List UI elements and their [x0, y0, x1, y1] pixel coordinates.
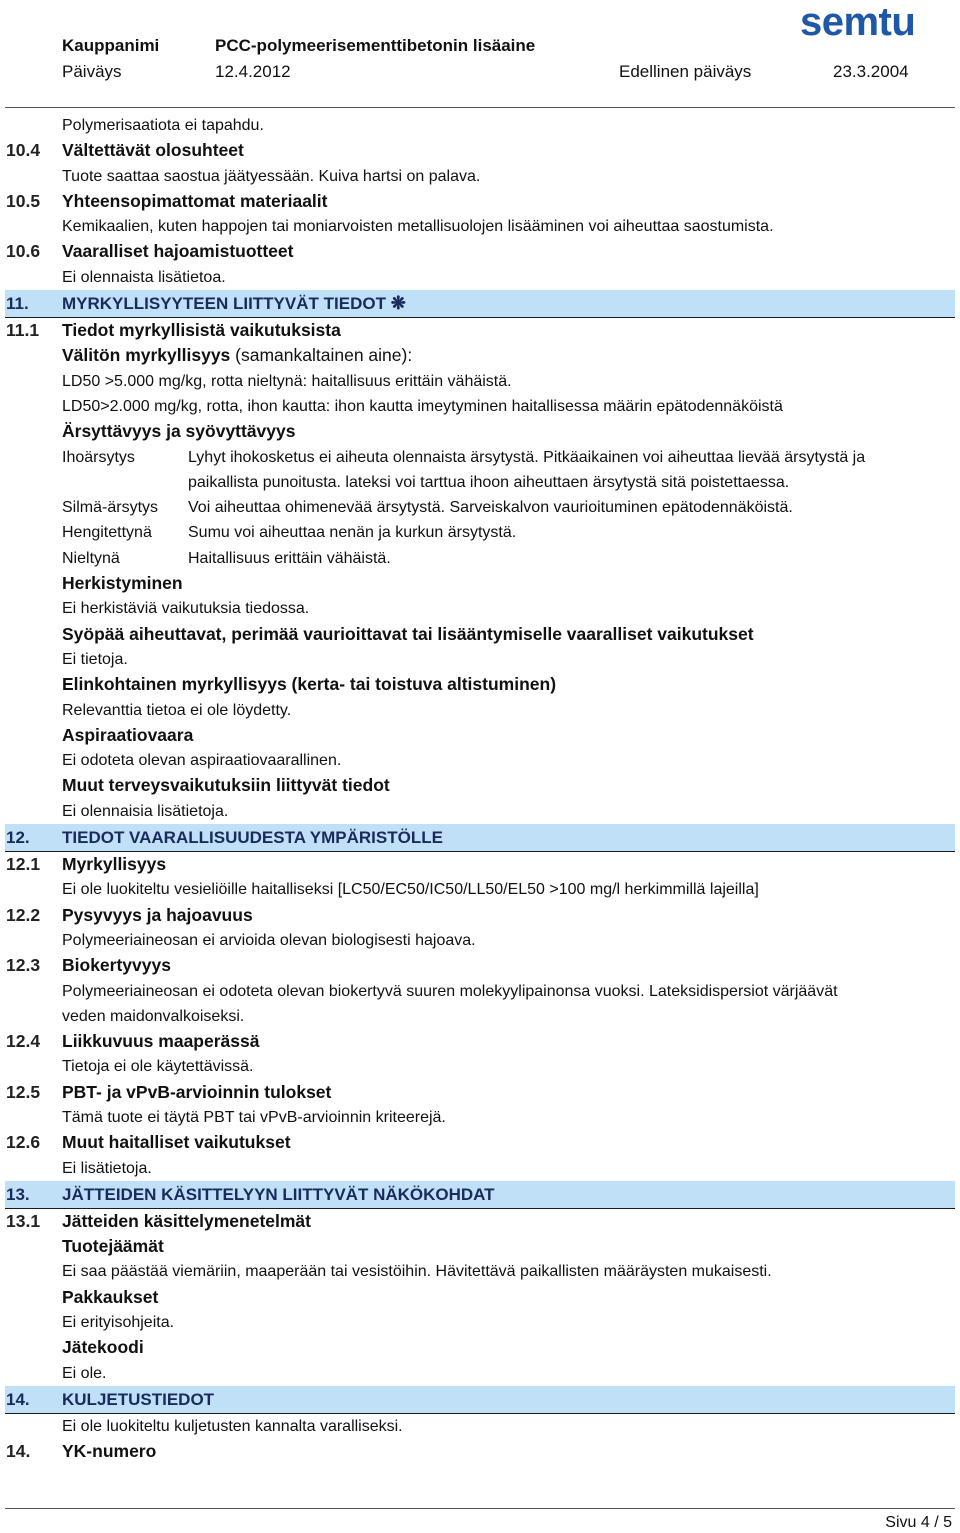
revision-star-icon: ❋ — [390, 293, 406, 314]
subsection-number: 12.2 — [6, 904, 41, 925]
header-product-name: PCC-polymeerisementtibetonin lisäaine — [215, 36, 536, 55]
subsection-title: YK-numero — [62, 1441, 157, 1462]
section-text: Ei ole luokiteltu vesieliöille haitalliseksi [LC50/EC50/IC50/LL50/EL50 >100 mg/l herkimmillä lajeilla] — [62, 881, 759, 899]
section-11-header — [5, 290, 955, 318]
section-text: Ei lisätietoja. — [62, 1159, 152, 1177]
section-number: 11. — [6, 294, 29, 314]
aspiration-heading: Aspiraatiovaara — [62, 724, 194, 745]
header-date-label: Päiväys — [62, 62, 122, 81]
acute-toxicity-note: (samankaltainen aine): — [230, 345, 413, 366]
section-title: TIEDOT VAARALLISUUDESTA YMPÄRISTÖLLE — [62, 828, 443, 848]
subsection-title: Liikkuvuus maaperässä — [62, 1031, 260, 1052]
subsection-number: 13.1 — [6, 1210, 41, 1231]
eye-irritation-label: Silmä-ärsytys — [62, 499, 159, 517]
header-divider — [5, 107, 955, 108]
packaging-heading: Pakkaukset — [62, 1286, 159, 1307]
section-text: Polymeeriaineosan ei arvioida olevan biologisesti hajoava. — [62, 931, 476, 949]
page-number: Sivu 4 / 5 — [885, 1514, 952, 1531]
subsection-title: Yhteensopimattomat materiaalit — [62, 190, 328, 211]
header-company-label: Kauppanimi — [62, 36, 160, 55]
skin-irritation-text: Lyhyt ihokosketus ei aiheuta olennaista ärsytystä. Pitkäaikainen voi aiheuttaa lievää ärsytystä ja — [188, 448, 866, 466]
ld50-dermal: LD50>2.000 mg/kg, rotta, ihon kautta: ihon kautta imeytyminen haitallisessa määrin epätodennäköistä — [62, 397, 783, 415]
subsection-number: 10.4 — [6, 140, 41, 161]
section-title: KULJETUSTIEDOT — [62, 1389, 215, 1409]
subsection-number: 10.6 — [6, 241, 41, 262]
ld50-oral: LD50 >5.000 mg/kg, rotta nieltynä: haitallisuus erittäin vähäistä. — [62, 372, 512, 390]
sds-content — [0, 113, 960, 1465]
header-date: 12.4.2012 — [215, 62, 291, 81]
inhalation-text: Sumu voi aiheuttaa nenän ja kurkun ärsytystä. — [188, 524, 517, 542]
section-text: Ei ole luokiteltu kuljetusten kannalta varalliseksi. — [62, 1417, 403, 1435]
section-text: Kemikaalien, kuten happojen tai moniarvoisten metallisuolojen lisääminen voi aiheuttaa saostumista. — [62, 218, 774, 236]
subsection-title: Muut haitalliset vaikutukset — [62, 1132, 291, 1153]
stot-heading: Elinkohtainen myrkyllisyys (kerta- tai toistuva altistuminen) — [62, 674, 557, 695]
subsection-title: Vältettävät olosuhteet — [62, 140, 244, 161]
header-prev-date-label: Edellinen päiväys — [619, 62, 752, 81]
skin-irritation-text-cont: paikallista punoitusta. lateksi voi tarttua ihoon aiheuttaen ärsytystä sitä poistettaessa. — [188, 473, 790, 491]
other-health-heading: Muut terveysvaikutuksiin liittyvät tiedot — [62, 775, 390, 796]
section-title: MYRKYLLISYYTEEN LIITTYVÄT TIEDOT — [62, 294, 386, 314]
sensitisation-heading: Herkistyminen — [62, 573, 183, 594]
subsection-title: Vaaralliset hajoamistuotteet — [62, 241, 294, 262]
footer-divider — [5, 1508, 955, 1509]
section-number: 13. — [6, 1184, 30, 1204]
subsection-title: PBT- ja vPvB-arvioinnin tulokset — [62, 1081, 332, 1102]
section-number: 12. — [6, 828, 30, 848]
subsection-title: Biokertyvyys — [62, 955, 171, 976]
subsection-number: 12.4 — [6, 1031, 41, 1052]
semtu-logo: semtu — [800, 0, 916, 44]
subsection-title: Myrkyllisyys — [62, 854, 167, 875]
cmr-text: Ei tietoja. — [62, 650, 128, 668]
eye-irritation-text: Voi aiheuttaa ohimenevää ärsytystä. Sarveiskalvon vaurioituminen epätodennäköistä. — [188, 499, 793, 517]
section-text: Tuote saattaa saostua jäätyessään. Kuiva hartsi on palava. — [62, 167, 481, 185]
subsection-title: Jätteiden käsittelymenetelmät — [62, 1210, 311, 1231]
section-number: 14. — [6, 1389, 30, 1409]
other-health-text: Ei olennaisia lisätietoja. — [62, 802, 229, 820]
section-text: Polymeeriaineosan ei odoteta olevan biokertyvä suuren molekyylipainonsa vuoksi. Lateksidispersiot värjäävät — [62, 982, 838, 1000]
ingestion-label: Nieltynä — [62, 549, 120, 567]
skin-irritation-label: Ihoärsytys — [62, 448, 135, 466]
section-text: Ei olennaista lisätietoa. — [62, 268, 226, 286]
subsection-number: 10.5 — [6, 190, 41, 211]
cmr-heading: Syöpää aiheuttavat, perimää vaurioittavat tai lisääntymiselle vaaralliset vaikutukset — [62, 623, 754, 644]
subsection-number: 12.5 — [6, 1081, 41, 1102]
product-residues-text: Ei saa päästää viemäriin, maaperään tai vesistöihin. Hävitettävä paikallisten määräysten mukaisesti. — [62, 1263, 772, 1281]
packaging-text: Ei erityisohjeita. — [62, 1314, 175, 1332]
product-residues-heading: Tuotejäämät — [62, 1236, 164, 1257]
aspiration-text: Ei odoteta olevan aspiraatiovaarallinen. — [62, 752, 342, 770]
irritation-heading: Ärsyttävyys ja syövyttävyys — [62, 421, 296, 442]
section-text-cont: veden maidonvalkoiseksi. — [62, 1007, 245, 1025]
subsection-title: Pysyvyys ja hajoavuus — [62, 904, 253, 925]
subsection-number: 12.6 — [6, 1132, 41, 1153]
section-12-header — [5, 824, 955, 852]
subsection-number: 12.3 — [6, 955, 41, 976]
document-header — [0, 0, 960, 110]
waste-code-text: Ei ole. — [62, 1364, 107, 1382]
ingestion-text: Haitallisuus erittäin vähäistä. — [188, 549, 391, 567]
subsection-number: 12.1 — [6, 854, 41, 875]
section-title: JÄTTEIDEN KÄSITTELYYN LIITTYVÄT NÄKÖKOHDAT — [62, 1184, 495, 1204]
section-13-header — [5, 1181, 955, 1209]
header-prev-date: 23.3.2004 — [833, 62, 909, 81]
subsection-number: 11.1 — [6, 320, 40, 341]
subsection-number: 14. — [6, 1441, 31, 1462]
section-14-header — [5, 1386, 955, 1414]
s10-text: Polymerisaatiota ei tapahdu. — [62, 117, 264, 134]
waste-code-heading: Jätekoodi — [62, 1337, 144, 1358]
inhalation-label: Hengitettynä — [62, 524, 152, 542]
acute-toxicity-heading: Välitön myrkyllisyys — [62, 345, 231, 366]
section-text: Tietoja ei ole käytettävissä. — [62, 1058, 254, 1076]
sensitisation-text: Ei herkistäviä vaikutuksia tiedossa. — [62, 600, 310, 618]
section-text: Tämä tuote ei täytä PBT tai vPvB-arvioinnin kriteerejä. — [62, 1108, 446, 1126]
stot-text: Relevanttia tietoa ei ole löydetty. — [62, 701, 292, 719]
subsection-title: Tiedot myrkyllisistä vaikutuksista — [62, 320, 341, 341]
